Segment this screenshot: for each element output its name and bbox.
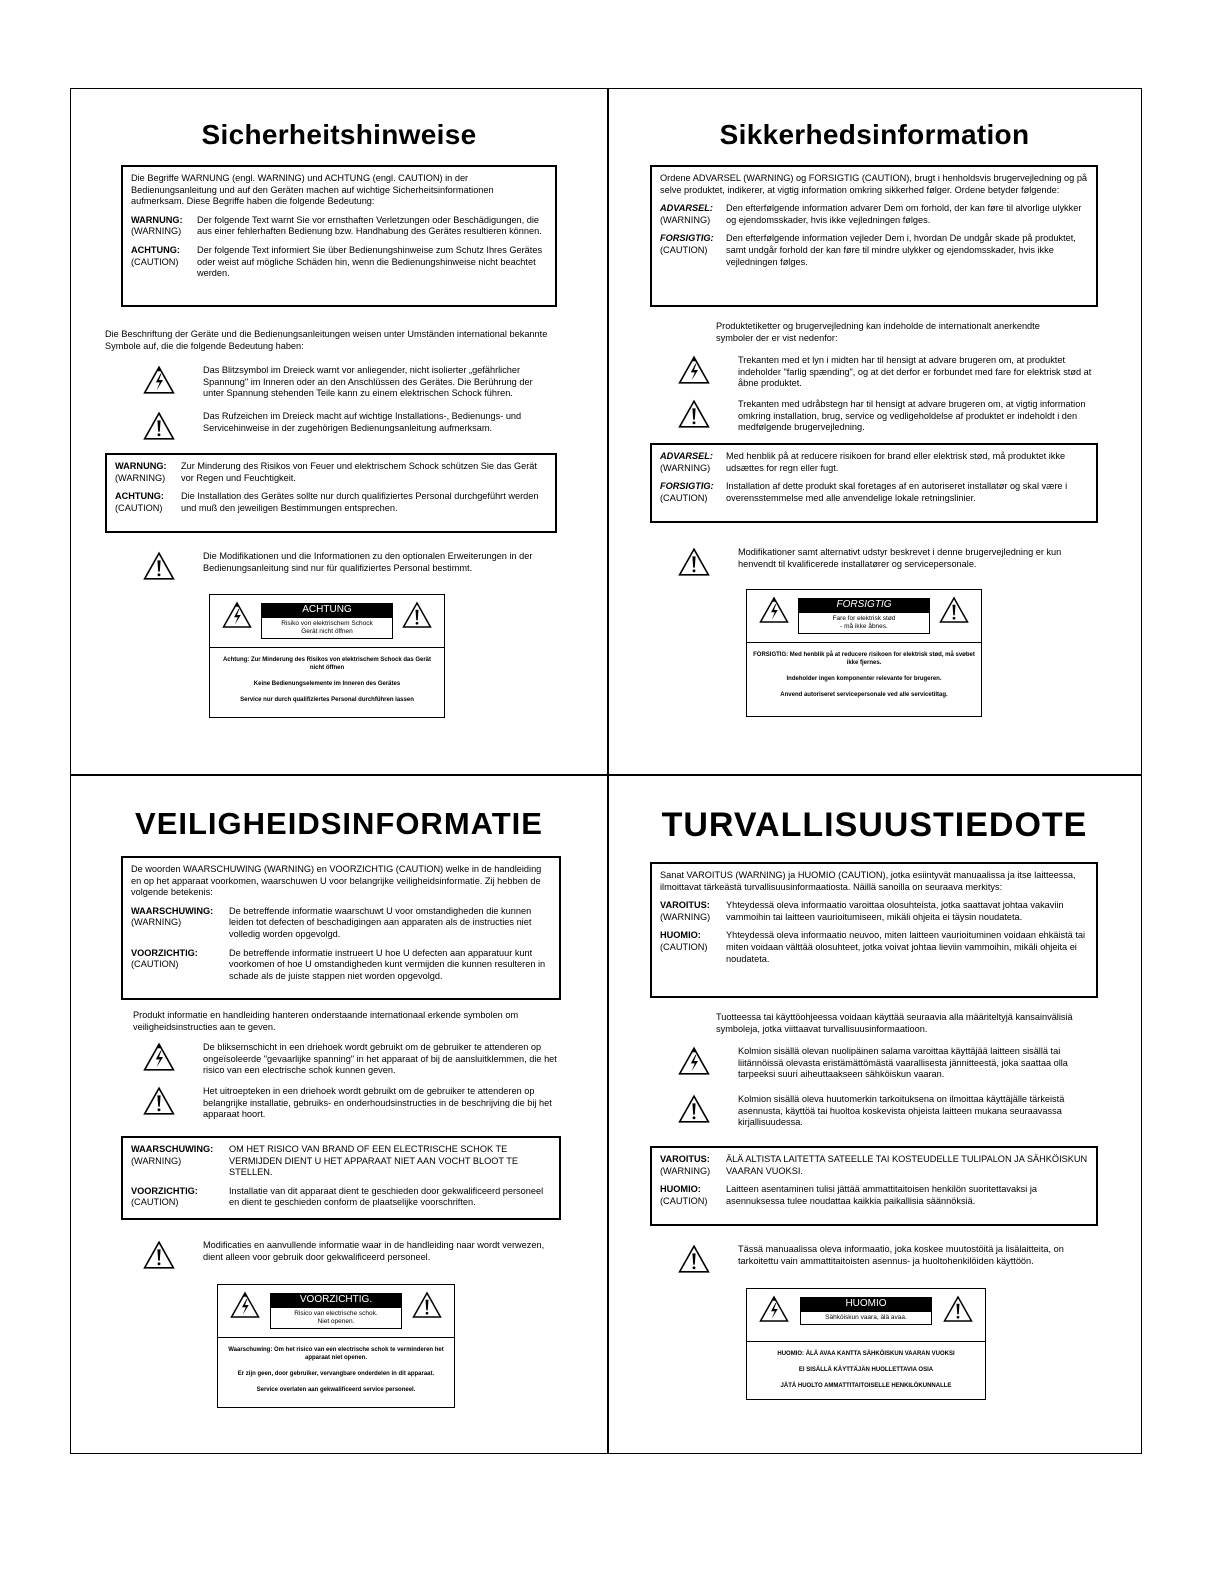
symbols-intro: Produkt informatie en handleiding hanteren onderstaande internationaal erkende symbolen om veiligheidsinstructies aan te geven. (133, 1010, 519, 1032)
exclamation-triangle-icon (412, 1291, 442, 1319)
exclamation-triangle-icon (143, 411, 175, 441)
caution-row (660, 1184, 1088, 1207)
caution-label: ACHTUNG: (115, 491, 164, 502)
definition-warning (131, 215, 547, 238)
definition-text: Yhteydessä oleva informaatio neuvoo, miten laitteen vaurioituminen voidaan ehkäistä tai miten voidaan välttää olosuhteet, jotka voivat johtaa lieviin vammoihin, mikäli ohjeita ei noudateta. (726, 930, 1086, 964)
warnings-box (650, 443, 1098, 523)
warning-sublabel: (WARNING) (660, 462, 711, 473)
modifications-text: Modificaties en aanvullende informatie waar in de handleiding naar wordt verwezen, dient alleen voor gebruik door gekwalificeerd personeel. (203, 1240, 545, 1262)
label-line: FORSIGTIG: Med henblik på at reducere risikoen for elektrisk stød, må svøbet ikke fjernes. (753, 652, 975, 666)
warning-row (115, 461, 547, 484)
definition-sublabel: (CAUTION) (660, 244, 708, 255)
symbol-text: Trekanten med et lyn i midten har til hensigt at advare brugeren om, at produktet indeholder "farlig spænding", og at det derfor er forbundet med fare for elektrisk stød at åbne produktet. (738, 355, 1092, 389)
label-inner-text: Risiko von elektrischem Schock Gerät nicht öffnen (261, 617, 393, 639)
caution-label: VOORZICHTIG: (131, 1185, 198, 1196)
definitions-box (650, 165, 1098, 307)
symbol-text: Das Blitzsymbol im Dreieck warnt vor anliegender, nicht isolierter „gefährlicher Spannung" im Inneren oder an den Anschlüssen des Gerätes. Die Berührung der unter Spannung stehenden Teile kann zu einem elektrischen Schock führen. (203, 365, 533, 399)
definition-label: ACHTUNG: (131, 244, 180, 255)
definition-warning (660, 203, 1088, 226)
definition-label: HUOMIO: (660, 930, 701, 941)
warning-sublabel: (WARNING) (115, 472, 166, 483)
symbol-exclamation-row (668, 399, 1098, 434)
warning-label-graphic (746, 589, 982, 717)
warnings-box (121, 1136, 561, 1220)
label-heading: FORSIGTIG (798, 598, 930, 612)
label-heading: VOORZICHTIG. (270, 1293, 402, 1307)
symbol-text: Trekanten med udråbstegn har til hensigt at advare brugeren om, at vigtig information omkring installation, brug, service og vedligeholdelse af produktet er indeholdt i den medfølgende brugervejledning. (738, 399, 1086, 433)
caution-label: HUOMIO: (660, 1184, 701, 1195)
definition-text: De betreffende informatie waarschuwt U voor omstandigheden die kunnen leiden tot defecten of beschadigingen aan apparaten als de instructies niet volledig worden opgevolgd. (229, 905, 532, 939)
warning-label-graphic (746, 1288, 986, 1400)
lightning-triangle-icon (759, 596, 789, 624)
symbol-bolt-row (668, 355, 1098, 390)
definition-text: Der folgende Text informiert Sie über Bedienungshinweise zum Schutz Ihres Gerätes oder weist auf mögliche Schäden hin, wenn die Bedienungshinweise nicht beachtet werden. (197, 244, 543, 279)
section-title: VEILIGHEIDSINFORMATIE (135, 806, 543, 841)
definitions-box (121, 165, 557, 307)
caution-sublabel: (CAUTION) (131, 1197, 179, 1208)
warning-text: OM HET RISICO VAN BRAND OF EEN ELECTRISCHE SCHOK TE VERMIJDEN DIENT U HET APPARAAT NIET AAN VOCHT BLOOT TE STELLEN. (229, 1144, 518, 1178)
section-title: TURVALLISUUSTIEDOTE (661, 806, 1088, 844)
warning-label-graphic (217, 1284, 455, 1408)
exclamation-triangle-icon (678, 1244, 710, 1274)
caution-sublabel: (CAUTION) (660, 492, 708, 503)
definition-caution (660, 930, 1088, 965)
intro-text: Sanat VAROITUS (WARNING) ja HUOMIO (CAUTION), jotka esiintyvät manuaalissa ja itse laitteessa, ilmoittavat tärkeästä turvallisuusinformaatiosta. Näillä sanoilla on seuraava merkitys: (660, 870, 1076, 892)
lightning-triangle-icon (759, 1295, 789, 1323)
symbols-intro: Produktetiketter og brugervejledning kan indeholde de internationalt anerkendte symboler der er vist nedenfor: (716, 321, 1040, 343)
label-line: JÄTÄ HUOLTO AMMATTITAITOISELLE HENKILÖKUNNALLE (780, 1383, 952, 1389)
label-inner-text: Risico van electrische schok. Niet openen. (270, 1307, 402, 1329)
exclamation-triangle-icon (678, 399, 710, 429)
section-dutch (71, 776, 607, 1453)
section-german (71, 89, 607, 774)
label-line: Anvend autoriseret servicepersonale ved alle servicetiltag. (780, 692, 948, 698)
symbol-exclamation-row (133, 411, 553, 441)
caution-sublabel: (CAUTION) (660, 1195, 708, 1206)
definition-text: Der folgende Text warnt Sie vor ernsthaften Verletzungen oder Beschädigungen, die aus einer fehlerhaften Bedienung bzw. Handhabung des Gerätes resultieren können. (197, 214, 542, 237)
definitions-box (650, 862, 1098, 998)
modifications-row (133, 1240, 563, 1270)
definition-label: WARNUNG: (131, 214, 183, 225)
symbols-intro: Die Beschriftung der Geräte und die Bedienungsanleitungen weisen unter Umständen international bekannte Symbole auf, die die folgende Bedeutung haben: (105, 329, 548, 351)
definition-label: FORSIGTIG: (660, 233, 714, 244)
exclamation-triangle-icon (678, 547, 710, 577)
warning-row (131, 1144, 551, 1179)
lightning-triangle-icon (678, 1046, 710, 1076)
label-inner-text: Fare for elektrisk stød - må ikke åbnes. (798, 612, 930, 634)
symbol-bolt-row (133, 365, 553, 400)
exclamation-triangle-icon (143, 1086, 175, 1116)
symbol-bolt-row (133, 1042, 563, 1077)
caution-row (115, 491, 547, 514)
section-danish (608, 89, 1141, 774)
modifications-row (668, 1244, 1098, 1274)
definition-text: De betreffende informatie instrueert U hoe U defecten aan apparatuur kunt voorkomen of hoe U omstandigheden kunt vermijden die kunnen resulteren in schade als de juiste stappen niet worden opgevolgd. (229, 947, 546, 981)
definition-warning (660, 900, 1088, 923)
warning-label: VAROITUS: (660, 1154, 710, 1164)
lightning-triangle-icon (143, 365, 175, 395)
label-line: Service nur durch qualifiziertes Personal durchführen lassen (240, 697, 414, 703)
definition-caution (660, 233, 1088, 268)
lightning-triangle-icon (230, 1291, 260, 1319)
symbol-text: De bliksemschicht in een driehoek wordt gebruikt om de gebruiker te attenderen op ongeïsoleerde "gevaarlijke spanning" in het apparaat of bij de aansluitklemmen, die het risico van een electrische schok kunnen geven. (203, 1042, 557, 1076)
symbol-text: Het uitroepteken in een driehoek wordt gebruikt om de gebruiker te attenderen op belangrijke installatie, gebruiks- en onderhoudsinstructies in de beschrijving die bij het apparaat hoort. (203, 1086, 552, 1120)
lightning-triangle-icon (222, 601, 252, 629)
modifications-text: Tässä manuaalissa oleva informaatio, joka koskee muutostöitä ja lisälaitteita, on tarkoitettu vain ammattitaitoisten asennus- ja huoltohenkilöiden käyttöön. (738, 1244, 1064, 1266)
definition-text: Den efterfølgende information vejleder Dem i, hvordan De undgår skade på produktet, samt undgår forhold der kan føre til mindre ulykker og ejendomsskader, hvis ikke vejledningen følges. (726, 233, 1076, 267)
label-heading: ACHTUNG (261, 603, 393, 617)
label-line: EI SISÄLLÄ KÄYTTÄJÄN HUOLLETTAVIA OSIA (798, 1367, 934, 1373)
modifications-row (668, 547, 1098, 577)
warnings-box (105, 453, 557, 533)
label-line: Service overlaten aan gekwalificeerd service personeel. (256, 1387, 416, 1393)
caution-row (660, 481, 1088, 504)
symbol-text: Kolmion sisällä olevan nuolipäinen salama varoittaa käyttäjää laitteen sisällä tai liitännöissä olevasta eristämättömästä vaarallisesta jännitteestä, joka saattaa olla tarpeeksi suuri aiheuttaakseen sähköiskun vaaran. (738, 1046, 1068, 1080)
warning-sublabel: (WARNING) (660, 1165, 711, 1176)
warnings-box (650, 1146, 1098, 1226)
symbol-text: Kolmion sisällä oleva huutomerkin tarkoituksena on ilmoittaa käyttäjälle tärkeistä asennusta, käyttöä tai huoltoa koskevista ohjeista laitteen mukana seuraavassa kirjallisuudessa. (738, 1094, 1065, 1128)
definitions-box (121, 856, 561, 1000)
definition-warning (131, 906, 551, 941)
warning-label: ADVARSEL: (660, 451, 713, 461)
symbol-bolt-row (668, 1046, 1098, 1081)
warning-text: Med henblik på at reducere risikoen for brand eller elektrisk stød, må produktet ikke udsættes for regn eller fugt. (726, 451, 1066, 473)
definition-sublabel: (WARNING) (660, 214, 711, 225)
warning-label: WARNUNG: (115, 461, 167, 471)
warning-text: Zur Minderung des Risikos von Feuer und elektrischem Schock schützen Sie das Gerät vor Regen und Feuchtigkeit. (181, 461, 537, 483)
exclamation-triangle-icon (678, 1094, 710, 1124)
warning-sublabel: (WARNING) (131, 1155, 182, 1166)
caution-text: Installatie van dit apparaat dient te geschieden door gekwalificeerd personeel en dient te geschieden conform de plaatselijke voorschriften. (229, 1185, 544, 1208)
warning-label-graphic (209, 594, 445, 718)
safety-sheet (70, 88, 1142, 1454)
definition-caution (131, 948, 551, 983)
label-line: Waarschuwing: Om het risico van een electrische schok te verminderen het apparaat niet openen. (228, 1347, 444, 1361)
modifications-text: Die Modifikationen und die Informationen zu den optionalen Erweiterungen in der Bedienungsanleitung sind nur für qualifiziertes Personal bestimmt. (203, 551, 533, 573)
label-inner-text: Sähköiskun vaara, älä avaa. (800, 1311, 932, 1325)
symbol-exclamation-row (668, 1094, 1098, 1129)
definition-text: Den efterfølgende information advarer Dem om forhold, der kan føre til alvorlige ulykker og ejendomsskader, hvis ikke vejledningen følges. (726, 203, 1082, 225)
label-line: Er zijn geen, door gebruiker, vervangbare onderdelen in dit apparaat. (237, 1371, 435, 1377)
caution-text: Die Installation des Gerätes sollte nur durch qualifiziertes Personal durchgeführt werden und muß den jeweiligen Bestimmungen entsprechen. (181, 491, 539, 513)
label-line: Indeholder ingen komponenter relevante for brugeren. (786, 676, 942, 682)
definition-label: WAARSCHUWING: (131, 905, 214, 916)
exclamation-triangle-icon (143, 1240, 175, 1270)
exclamation-triangle-icon (143, 551, 175, 581)
caution-text: Installation af dette produkt skal foretages af en autoriseret installatør og skal være i overensstemmelse med alle anvendelige lokale retningslinier. (726, 481, 1068, 503)
label-heading: HUOMIO (800, 1297, 932, 1311)
exclamation-triangle-icon (402, 601, 432, 629)
symbol-text: Das Rufzeichen im Dreieck macht auf wichtige Installations-, Bedienungs- und Servicehinweise in der zugehörigen Bedienungsanleitung aufmerksam. (203, 411, 522, 433)
definition-label: VAROITUS: (660, 900, 710, 911)
section-title: Sikkerhedsinformation (719, 119, 1030, 150)
label-line: HUOMIO: ÄLÄ AVAA KANTTA SÄHKÖISKUN VAARAN VUOKSI (777, 1351, 955, 1357)
modifications-row (133, 551, 553, 581)
definition-sublabel: (CAUTION) (131, 256, 179, 267)
exclamation-triangle-icon (939, 596, 969, 624)
definition-sublabel: (WARNING) (131, 226, 182, 237)
definition-sublabel: (CAUTION) (131, 959, 179, 970)
modifications-text: Modifikationer samt alternativt udstyr beskrevet i denne brugervejledning er kun henvendt til kvalificerede installatører og servicepersonale. (738, 547, 1062, 569)
definition-sublabel: (WARNING) (131, 917, 182, 928)
lightning-triangle-icon (678, 355, 710, 385)
intro-text: Ordene ADVARSEL (WARNING) og FORSIGTIG (CAUTION), brugt i henholdsvis brugervejledning og på selve produktet, indikerer, at vigtig information omkring sikkerhed følger. Ordene betyder følgende: (660, 173, 1088, 195)
exclamation-triangle-icon (943, 1295, 973, 1323)
intro-text: De woorden WAARSCHUWING (WARNING) en VOORZICHTIG (CAUTION) welke in de handleiding en op het apparaat voorkomen, waarschuwen U voor belangrijke veiligheidsinformatie. Zij hebben de volgende betekenis: (131, 864, 542, 898)
definition-label: VOORZICHTIG: (131, 947, 198, 958)
caution-row (131, 1186, 551, 1209)
warning-label: WAARSCHUWING: (131, 1144, 214, 1154)
symbols-intro: Tuotteessa tai käyttöohjeessa voidaan käyttää seuraavia alla määriteltyjä kansainvälisiä symboleja, jotka viittaavat turvallisuusinformaatioon. (716, 1012, 1073, 1034)
section-title: Sicherheitshinweise (201, 119, 477, 150)
definition-sublabel: (CAUTION) (660, 941, 708, 952)
symbol-exclamation-row (133, 1086, 563, 1121)
label-line: Achtung: Zur Minderung des Risikos von elektrischem Schock das Gerät nicht öffnen (222, 657, 432, 671)
definition-sublabel: (WARNING) (660, 911, 711, 922)
warning-text: ÄLÄ ALTISTA LAITETTA SATEELLE TAI KOSTEUDELLE TULIPALON JA SÄHKÖISKUN VAARAN VUOKSI. (726, 1154, 1088, 1176)
section-finnish (608, 776, 1141, 1453)
intro-text: Die Begriffe WARNUNG (engl. WARNING) und ACHTUNG (engl. CAUTION) in der Bedienungsanleitung und auf den Geräten machen auf wichtige Sicherheitsinformationen aufmerksam. Diese Begriffe haben die folgende Bedeutung: (131, 173, 494, 207)
lightning-triangle-icon (143, 1042, 175, 1072)
definition-label: ADVARSEL: (660, 203, 713, 214)
warning-row (660, 451, 1088, 474)
definition-caution (131, 245, 547, 280)
caution-text: Laitteen asentaminen tulisi jättää ammattitaitoisen henkilön suoritettavaksi ja asennuksessa tulee noudattaa kaikkia paikallisia säännöksiä. (726, 1184, 1038, 1206)
caution-sublabel: (CAUTION) (115, 502, 163, 513)
warning-row (660, 1154, 1088, 1177)
caution-label: FORSIGTIG: (660, 481, 714, 492)
label-line: Keine Bedienungselemente im Inneren des Gerätes (253, 681, 401, 687)
definition-text: Yhteydessä oleva informaatio varoittaa olosuhteista, jotka saattavat johtaa vakaviin vammoihin tai laitteen vaurioitumiseen, mikäli ohjeita ei täysin noudateta. (726, 900, 1064, 922)
